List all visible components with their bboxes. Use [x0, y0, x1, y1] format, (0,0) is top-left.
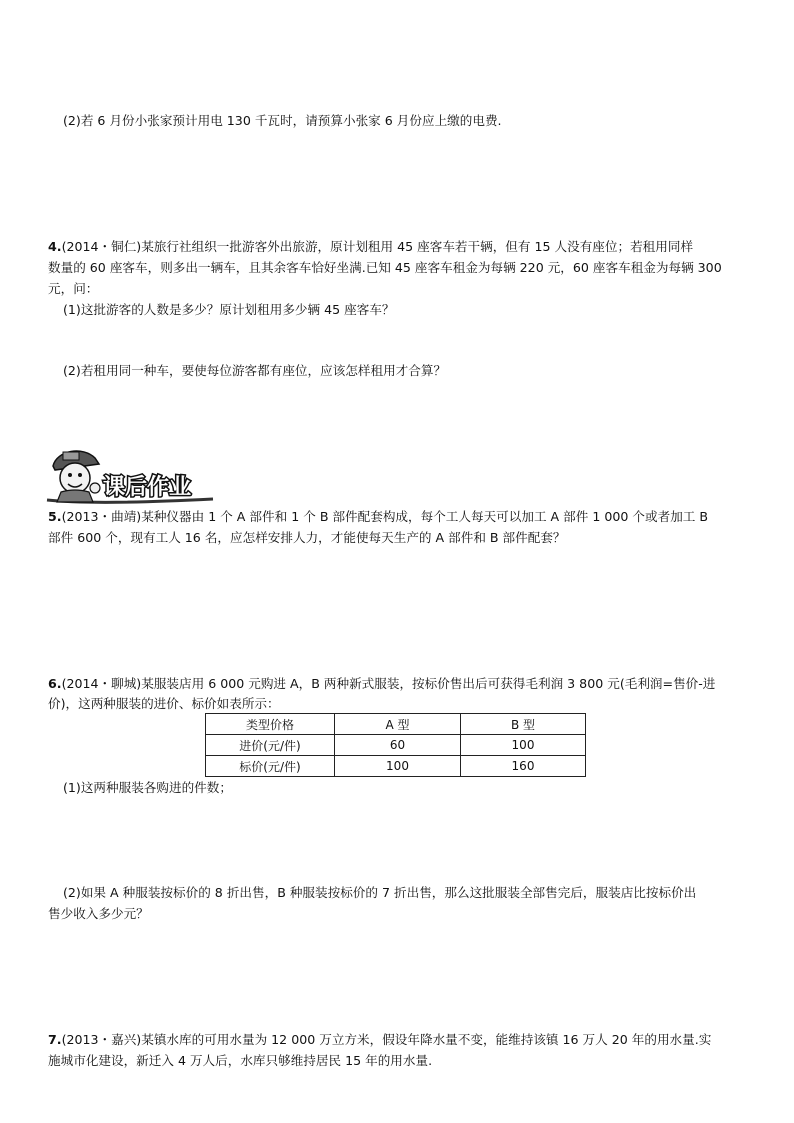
table-header-cell: A 型 — [335, 714, 461, 735]
table-row — [206, 756, 586, 777]
table-header-cell: 类型价格 — [206, 714, 335, 735]
q7-line-1-text: (2013・嘉兴)某镇水库的可用水量为 12 000 万立方米，假设年降水量不变，能维持该镇 16 万人 20 年的用水量.实 — [61, 1032, 712, 1047]
table-cell: 160 — [461, 756, 586, 777]
q6-line-1 — [48, 674, 715, 694]
price-table — [205, 713, 586, 777]
table-cell: 100 — [461, 735, 586, 756]
q6-line-2: 价)，这两种服装的进价、标价如表所示： — [48, 696, 280, 711]
q4-number: 4. — [48, 239, 62, 254]
table-row — [206, 735, 586, 756]
q6-part1: (1)这两种服装各购进的件数； — [63, 780, 232, 795]
q4-part1: (1)这批游客的人数是多少？原计划租用多少辆 45 座客车？ — [63, 302, 395, 317]
q7-line-2: 施城市化建设，新迁入 4 万人后，水库只够维持居民 15 年的用水量. — [48, 1053, 433, 1068]
q5-line-1-text: (2013・曲靖)某种仪器由 1 个 A 部件和 1 个 B 部件配套构成，每个工人每天可以加工 A 部件 1 000 个或者加工 B — [61, 509, 709, 524]
q4-part2: (2)若租用同一种车，要使每位游客都有座位，应该怎样租用才合算？ — [63, 363, 447, 378]
q5-number: 5. — [48, 509, 62, 524]
table-cell: 60 — [335, 735, 461, 756]
homework-banner-label: 课后作业 — [103, 475, 192, 500]
homework-banner — [45, 444, 215, 506]
q4-line-2: 数量的 60 座客车，则多出一辆车，且其余客车恰好坐满.已知 45 座客车租金为每辆 220 元，60 座客车租金为每辆 300 — [48, 260, 722, 275]
q4-line-1 — [48, 237, 693, 257]
q7-number: 7. — [48, 1032, 62, 1047]
q7-line-1 — [48, 1030, 711, 1050]
table-header-row — [206, 714, 586, 735]
homework-banner-art — [45, 444, 215, 506]
q4-line-1-text: (2014・铜仁)某旅行社组织一批游客外出旅游，原计划租用 45 座客车若干辆，但有 15 人没有座位；若租用同样 — [61, 239, 694, 254]
table-header-cell: B 型 — [461, 714, 586, 735]
table-cell: 进价(元/件) — [206, 735, 335, 756]
q6-part2-line-1: (2)如果 A 种服装按标价的 8 折出售，B 种服装按标价的 7 折出售，那么这批服装全部售完后，服装店比按标价出 — [63, 885, 697, 900]
q3-part2-text: (2)若 6 月份小张家预计用电 130 千瓦时，请预算小张家 6 月份应上缴的电费. — [63, 113, 502, 128]
table-cell: 100 — [335, 756, 461, 777]
q6-part2-line-2: 售少收入多少元？ — [48, 906, 149, 921]
q5-line-1 — [48, 507, 708, 527]
q6-number: 6. — [48, 676, 62, 691]
q5-line-2: 部件 600 个，现有工人 16 名，应怎样安排人力，才能使每天生产的 A 部件和 B 部件配套？ — [48, 530, 566, 545]
q4-line-3: 元，问： — [48, 281, 99, 296]
q6-line-1-text: (2014・聊城)某服装店用 6 000 元购进 A，B 两种新式服装，按标价售出后可获得毛利润 3 800 元(毛利润=售价-进 — [61, 676, 716, 691]
table-cell: 标价(元/件) — [206, 756, 335, 777]
